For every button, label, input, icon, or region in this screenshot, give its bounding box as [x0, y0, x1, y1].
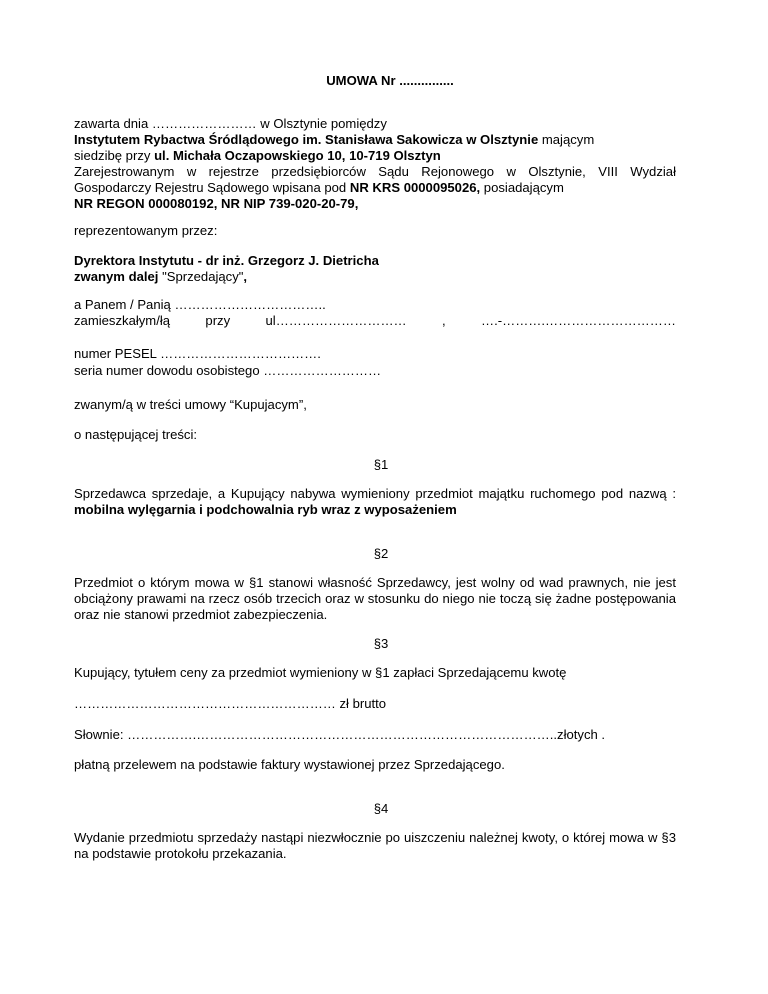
regon-nip: NR REGON 000080192, NR NIP 739-020-20-79,: [74, 196, 359, 211]
section-2-heading: §2: [373, 546, 389, 561]
buyer-residence-line: [74, 313, 676, 329]
residence-street: ul…………………………: [265, 313, 407, 328]
seller-block: [74, 253, 676, 285]
represented-by: reprezentowanym przez:: [74, 223, 218, 238]
section-1-body: Sprzedawca sprzedaje, a Kupujący nabywa wymieniony przedmiot majątku ruchomego pod nazwą :: [74, 486, 676, 501]
content-intro: o następującej treści:: [74, 427, 198, 442]
residence-comma: ,: [442, 313, 446, 328]
seller-called-end: ,: [243, 269, 248, 284]
institute-name: Instytutem Rybactwa Śródlądowego im. Stanisława Sakowicza w Olsztynie: [74, 132, 539, 147]
seller-called: zwanym dalej: [74, 269, 163, 284]
section-3-words: Słownie: …………….………………………………………………………………………..złotych .: [74, 727, 606, 742]
section-3-payment: płatną przelewem na podstawie faktury wystawionej przez Sprzedającego.: [74, 757, 505, 772]
section-2-text: Przedmiot o którym mowa w §1 stanowi własność Sprzedawcy, jest wolny od wad prawnych, nie jest obciążony prawami na rzecz osób trzecich oraz w stosunku do niego nie toczą się żadne postępowania oraz nie stanowi przedmiot zabezpieczenia.: [74, 575, 676, 622]
section-1-text: [74, 486, 676, 518]
krs-number: NR KRS 0000095026,: [349, 180, 481, 195]
intro-date-line: [74, 116, 676, 132]
seat-prefix: siedzibę przy: [74, 148, 155, 163]
buyer-called: zwanym/ą w treści umowy “Kupujacym”,: [74, 397, 307, 412]
buyer-id-card: seria numer dowodu osobistego ………………………: [74, 363, 382, 378]
residence-label: zamieszkałym/łą: [74, 313, 171, 328]
buyer-name-line: a Panem / Panią ……………………………..: [74, 297, 326, 312]
section-1-heading: §1: [373, 457, 389, 472]
contract-title: UMOWA Nr ...............: [326, 73, 454, 88]
section-3-heading: §3: [373, 636, 389, 651]
seller-role: "Sprzedający": [162, 269, 244, 284]
buyer-pesel: numer PESEL ……………………………….: [74, 346, 321, 361]
seller-director: Dyrektora Instytutu - dr inż. Grzegorz J. Dietricha: [74, 253, 379, 268]
registry-after: posiadającym: [480, 180, 564, 195]
section-4-text: Wydanie przedmiotu sprzedaży nastąpi niezwłocznie po uiszczeniu należnej kwoty, o której mowa w §3 na podstawie protokołu przekazania.: [74, 830, 676, 861]
section-4-heading: §4: [373, 801, 389, 816]
intro-date-prefix: zawarta dnia ……………………: [74, 116, 257, 131]
residence-at: przy: [205, 313, 231, 328]
registry-text: Zarejestrowanym w rejestrze przedsiębiorców Sądu Rejonowego w Olsztynie, VIII Wydział Gospodarczy Rejestru Sądowego wpisana pod: [74, 164, 676, 195]
section-3-amount: …………………………………………………… zł brutto: [74, 696, 387, 711]
section-1-item: mobilna wylęgarnia i podchowalnia ryb wraz z wyposażeniem: [74, 502, 457, 517]
institute-rest: mającym: [538, 132, 595, 147]
section-3-text: Kupujący, tytułem ceny za przedmiot wymieniony w §1 zapłaci Sprzedającemu kwotę: [74, 665, 567, 680]
seat-address: ul. Michała Oczapowskiego 10, 10-719 Olsztyn: [154, 148, 441, 163]
intro-parties: [74, 132, 676, 212]
intro-date-suffix: w Olsztynie pomiędzy: [260, 116, 387, 131]
residence-city: ….-……….…………………………: [481, 313, 676, 328]
